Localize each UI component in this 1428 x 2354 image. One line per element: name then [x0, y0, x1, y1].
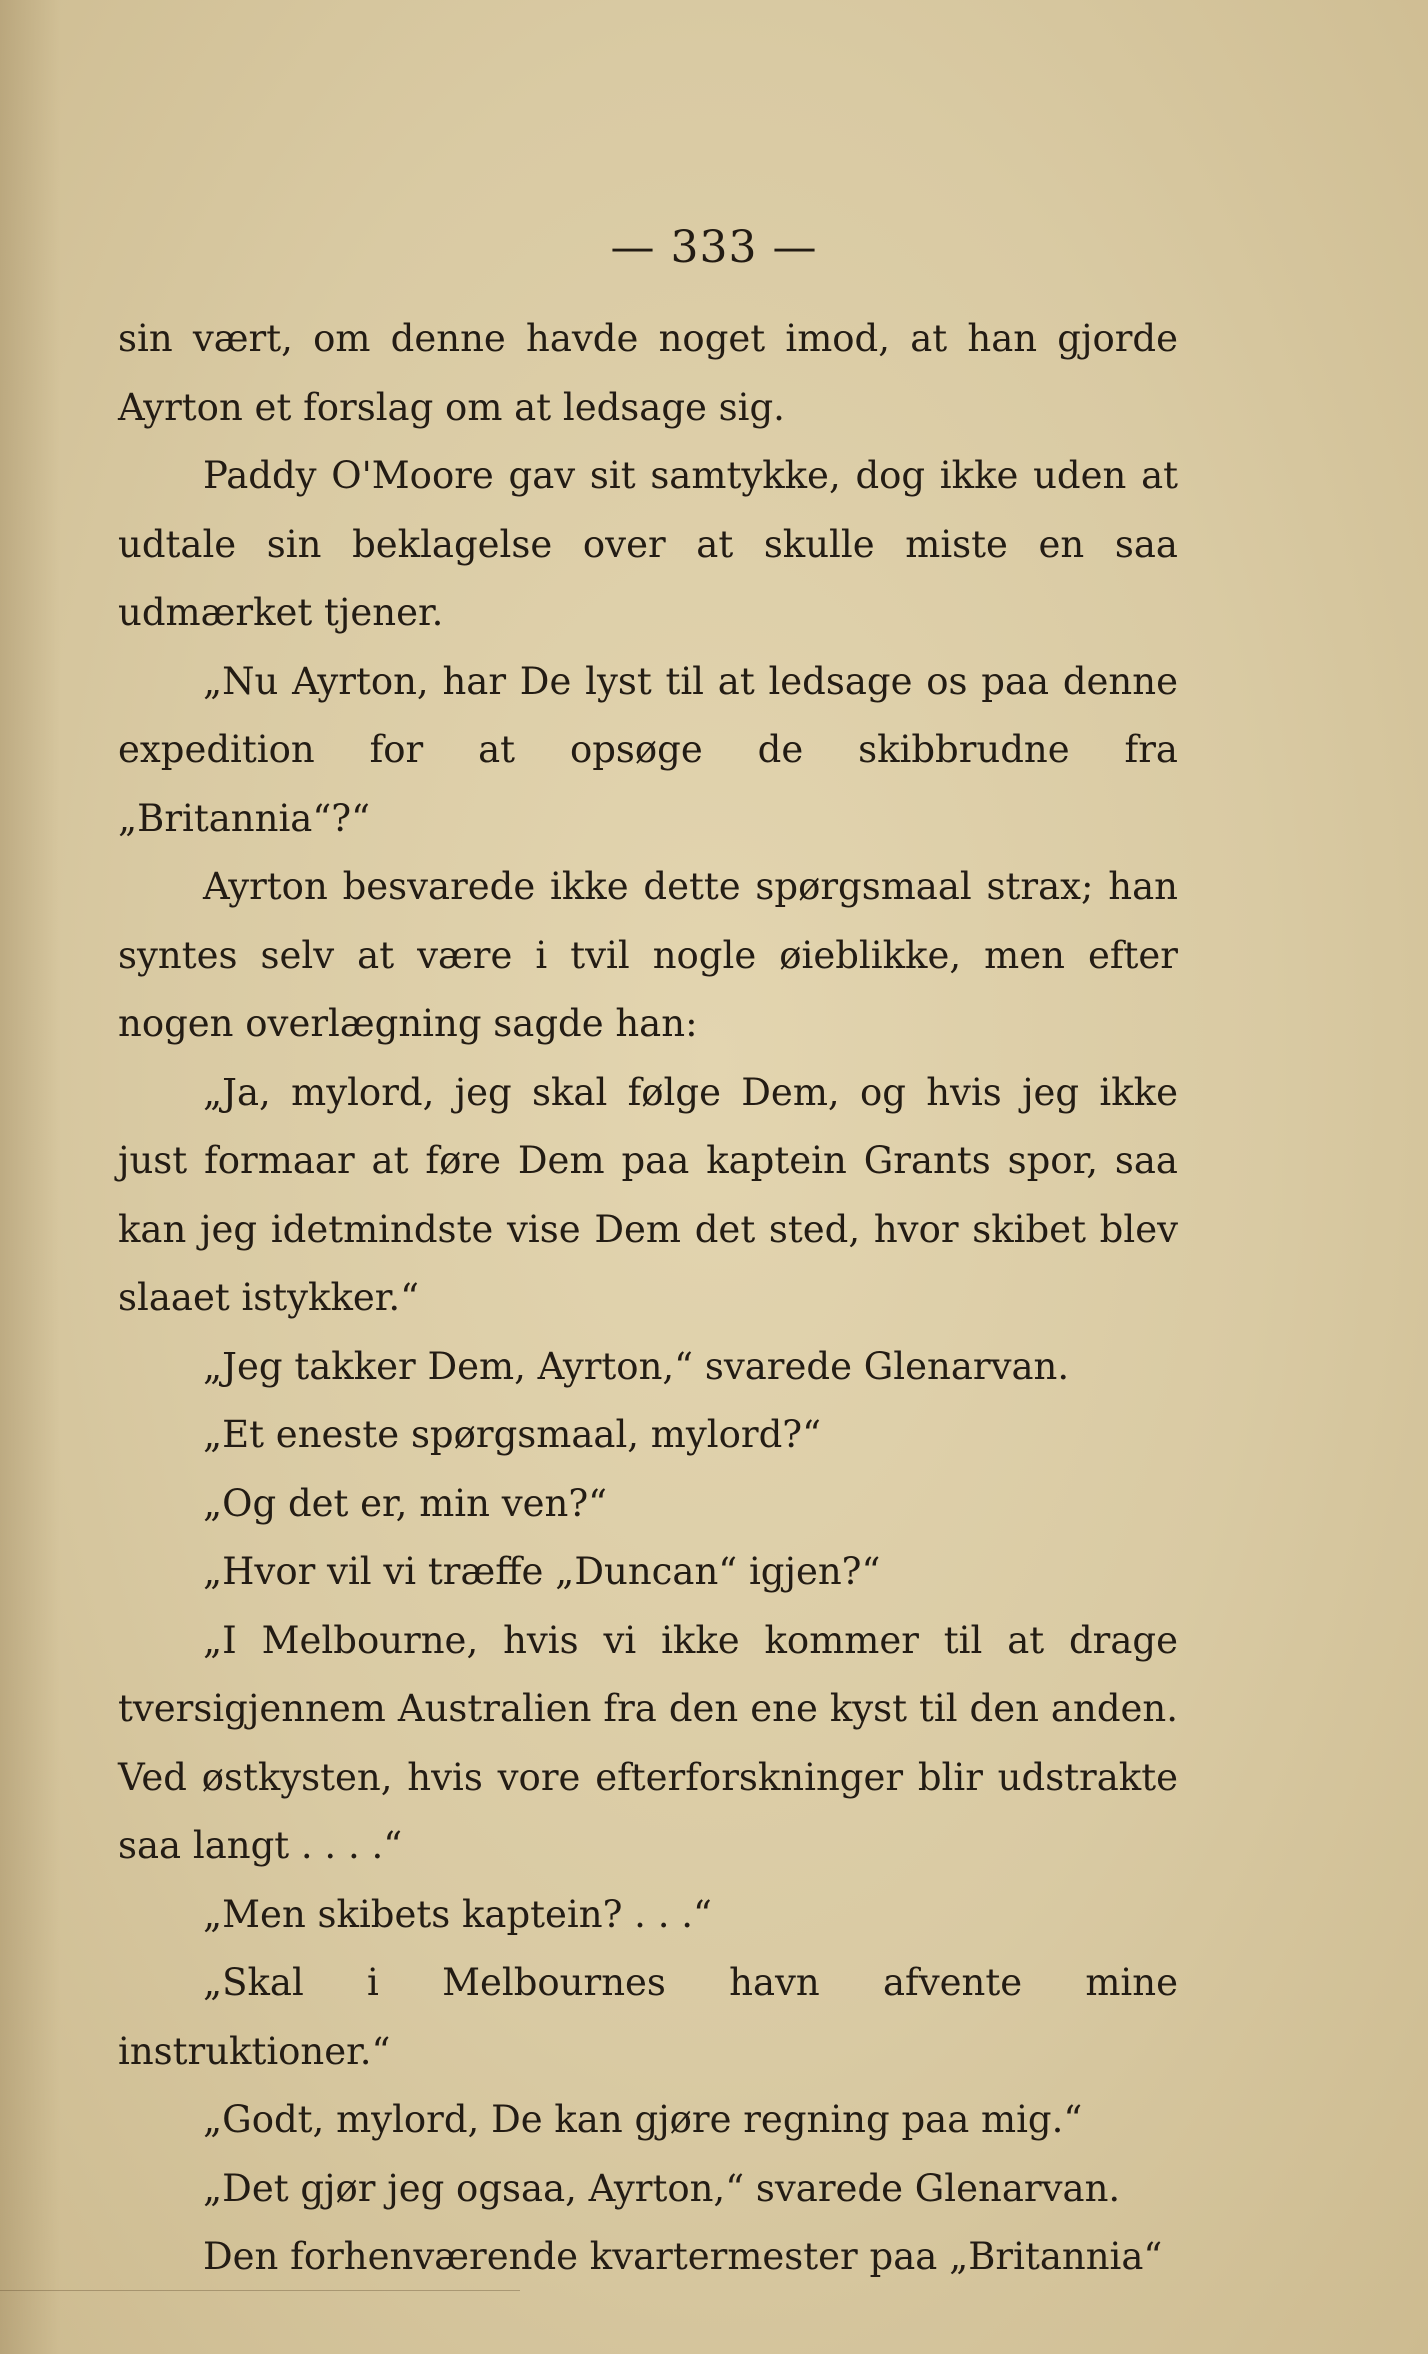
page-edge-shadow [0, 0, 60, 2354]
paragraph: „I Melbourne, hvis vi ikke kommer til at drage tversigjennem Australien fra den ene kyst til den anden. Ved østkysten, hvis vore efterforskninger blir udstrakte saa langt . . . .“ [118, 1618, 1178, 1867]
paragraph: „Men skibets kaptein? . . .“ [203, 1892, 712, 1936]
paragraph: „Ja, mylord, jeg skal følge Dem, og hvis jeg ikke just formaar at føre Dem paa kaptein Grants spor, saa kan jeg idetmindste vise Dem det sted, hvor skibet blev slaaet istykker.“ [118, 1070, 1178, 1319]
paragraph: „Godt, mylord, De kan gjøre regning paa mig.“ [203, 2098, 1083, 2141]
paragraph-continuation: sin vært, om denne havde noget imod, at han gjorde Ayrton et forslag om at ledsage sig. [118, 317, 1178, 429]
paragraph: „Hvor vil vi træffe „Duncan“ igjen?“ [203, 1550, 881, 1593]
paragraph: „Skal i Melbournes havn afvente mine instruktioner.“ [118, 1961, 1178, 2073]
footer-rule [0, 2290, 520, 2291]
paragraph: „Og det er, min ven?“ [203, 1481, 608, 1525]
paragraph: Ayrton besvarede ikke dette spørgsmaal strax; han syntes selv at være i tvil nogle øieblikke, men efter nogen overlægning sagde han: [118, 865, 1178, 1045]
paragraph: „Jeg takker Dem, Ayrton,“ svarede Glenarvan. [203, 1344, 1070, 1388]
body-text [118, 305, 1178, 2292]
paragraph: „Et eneste spørgsmaal, mylord?“ [203, 1413, 822, 1456]
paragraph: Paddy O'Moore gav sit samtykke, dog ikke uden at udtale sin beklagelse over at skulle miste en saa udmærket tjener. [118, 454, 1178, 634]
paragraph: „Det gjør jeg ogsaa, Ayrton,“ svarede Glenarvan. [203, 2166, 1121, 2210]
paragraph: Den forhenværende kvartermester paa „Britannia“ [203, 2235, 1163, 2278]
paragraph: „Nu Ayrton, har De lyst til at ledsage os paa denne expedition for at opsøge de skibbrudne fra „Britannia“?“ [118, 659, 1178, 840]
page-number: — 333 — [610, 222, 818, 273]
